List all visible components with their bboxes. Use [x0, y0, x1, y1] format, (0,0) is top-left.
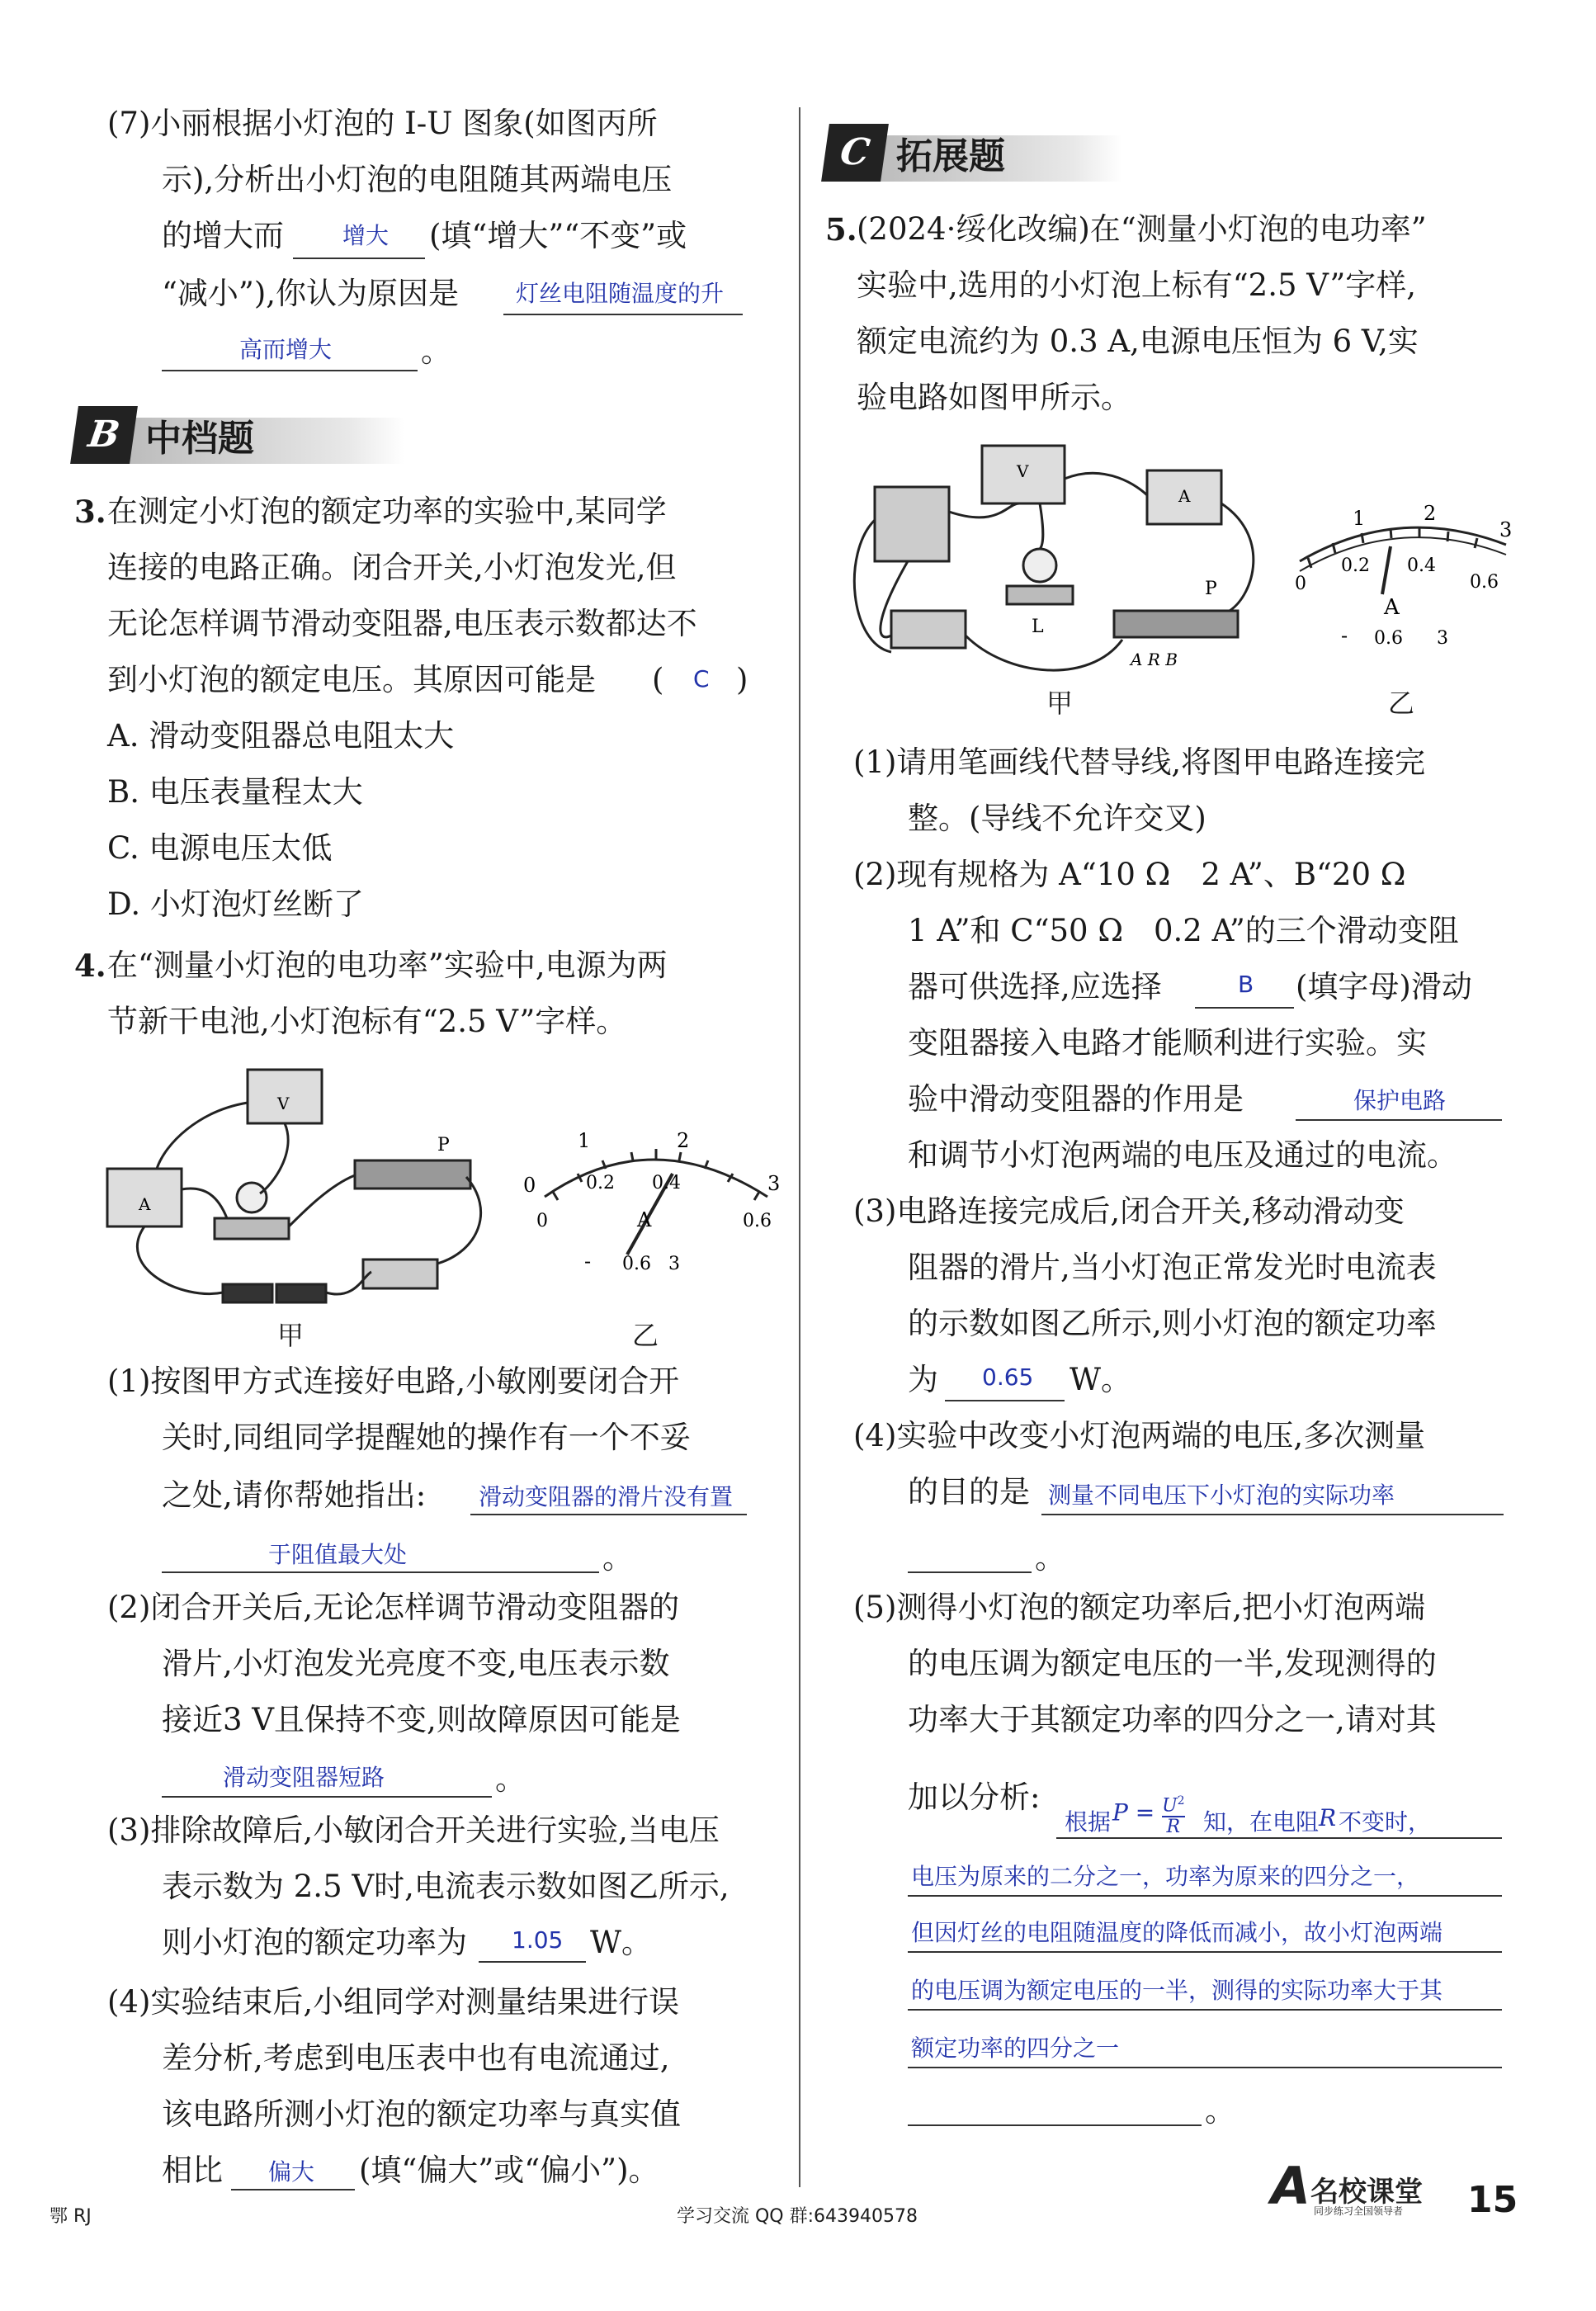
q3-paren-open: (	[652, 662, 664, 697]
q5-number: 5.	[825, 211, 857, 248]
q3-option-b: B. 电压表量程太大	[107, 774, 363, 810]
ammeter-label: A	[139, 1194, 151, 1214]
q5-circuit-figure	[842, 429, 1271, 677]
blank-line	[162, 1796, 492, 1798]
q5-p2-line6: 和调节小灯泡两端的电压及通过的电流。	[908, 1137, 1457, 1173]
q5-p3-line3: 的示数如图乙所示,则小灯泡的额定功率	[908, 1306, 1437, 1341]
q5-p3-answer: 0.65	[982, 1363, 1034, 1391]
q5-fig-yi: 乙	[1388, 688, 1415, 719]
q5-p5-line2: 的电压调为额定电压的一半,发现测得的	[908, 1646, 1437, 1681]
q3-line3: 无论怎样调节滑动变阻器,电压表示数都达不	[107, 606, 697, 641]
blank-line	[162, 1571, 599, 1573]
voltmeter-label: V	[277, 1094, 290, 1113]
q4-number: 4.	[74, 948, 106, 984]
q5-p5-answer-2: 电压为原来的二分之一，功率为原来的四分之一，	[911, 1863, 1420, 1890]
rheostat-terminals: A R B	[1131, 650, 1178, 669]
q5-p1-line1: (1)请用笔画线代替导线,将图甲电路连接完	[853, 744, 1426, 780]
period: 。	[602, 1540, 633, 1576]
q7-line2: 示),分析出小灯泡的电阻随其两端电压	[162, 162, 673, 197]
brand-slogan: 同步练习全国领导者	[1314, 2205, 1404, 2217]
blank-line	[1041, 1514, 1504, 1515]
terminal-3: 3	[1437, 628, 1448, 649]
q4-line1: 在“测量小灯泡的电功率”实验中,电源为两	[107, 948, 668, 983]
q5-p3-line2: 阻器的滑片,当小灯泡正常发光时电流表	[908, 1250, 1437, 1285]
period: 。	[495, 1761, 526, 1797]
q7-line1: (7)小丽根据小灯泡的 I-U 图象(如图丙所	[107, 106, 658, 141]
q5-p4-line1: (4)实验中改变小灯泡两端的电压,多次测量	[853, 1418, 1426, 1453]
q5-p2-answer: B	[1238, 971, 1254, 998]
q4-p4-line1: (4)实验结束后,小组同学对测量结果进行误	[107, 1984, 680, 2020]
q5-p2-line5: 验中滑动变阻器的作用是	[908, 1081, 1244, 1117]
dial-inner-0.4: 0.4	[1407, 555, 1436, 576]
blank-line	[908, 2067, 1502, 2068]
q4-p3-line1: (3)排除故障后,小敏闭合开关进行实验,当电压	[107, 1812, 720, 1848]
q4-p1-line2: 关时,同组同学提醒她的操作有一个不妥	[162, 1420, 691, 1455]
q5-p2-line1: (2)现有规格为 A“10 Ω 2 A”、B“20 Ω	[853, 857, 1406, 892]
q7-answer2b: 高而增大	[239, 336, 333, 363]
q5-p5-line3: 功率大于其额定功率的四分之一,请对其	[908, 1702, 1437, 1737]
q3-number: 3.	[74, 494, 106, 530]
q5-p2-answer2: 保护电路	[1353, 1087, 1447, 1114]
terminal-minus: -	[584, 1250, 592, 1273]
blank-line	[162, 370, 418, 371]
q3-line1: 在测定小灯泡的额定功率的实验中,某同学	[107, 494, 667, 529]
q5-p3-line4a: 为	[908, 1362, 938, 1397]
q5-p5-answer-1d: 不变时，	[1339, 1808, 1432, 1836]
q5-ammeter-dial	[1283, 495, 1531, 660]
q5-p2-line3a: 器可供选择,应选择	[908, 969, 1162, 1004]
terminal-minus: -	[1341, 624, 1348, 647]
blank-line	[1056, 1837, 1502, 1839]
section-b-header	[74, 406, 404, 464]
q5-p5-answer-1b: 知，在电阻	[1203, 1808, 1320, 1836]
q3-option-d: D. 小灯泡灯丝断了	[107, 886, 364, 922]
dial-inner-0.4: 0.4	[652, 1173, 681, 1193]
dial-top-1: 1	[578, 1129, 591, 1152]
q5-p5-answer-1c: R	[1319, 1804, 1337, 1831]
q4-p2-line3: 接近3 V且保持不变,则故障原因可能是	[162, 1702, 681, 1737]
q4-p2-line2: 滑片,小灯泡发光亮度不变,电压表示数	[162, 1646, 670, 1681]
section-title: 拓展题	[896, 135, 1005, 177]
q5-p4-line2: 的目的是	[908, 1474, 1030, 1510]
brand-name: 名校课堂	[1310, 2176, 1423, 2209]
q3-option-c: C. 电源电压太低	[107, 830, 333, 866]
dial-top-3: 3	[1499, 518, 1513, 541]
lamp-label: L	[1032, 617, 1044, 637]
dial-inner-0.6: 0.6	[1470, 572, 1499, 593]
q7-line3b: (填“增大”“不变”或	[429, 218, 687, 253]
dial-top-1: 1	[1353, 507, 1366, 530]
brand-logo	[1271, 2156, 1452, 2219]
dial-inner-0.6: 0.6	[743, 1211, 772, 1231]
q7-line3a: 的增大而	[162, 218, 284, 253]
blank-line	[470, 1514, 747, 1515]
q4-circuit-figure	[83, 1053, 512, 1317]
dial-top-3: 3	[767, 1172, 781, 1195]
q5-p4-answer: 测量不同电压下小灯泡的实际功率	[1048, 1482, 1395, 1509]
q4-p3-line2: 表示数为 2.5 V时,电流表示数如图乙所示,	[162, 1869, 730, 1904]
q5-p3-line4b: W。	[1070, 1362, 1132, 1397]
blank-line	[479, 1961, 586, 1963]
blank-line	[1195, 1007, 1294, 1009]
q5-p3-line1: (3)电路连接完成后,闭合开关,移动滑动变	[853, 1193, 1405, 1229]
blank-line	[945, 1400, 1065, 1401]
q5-p2-line3b: (填字母)滑动	[1296, 969, 1472, 1004]
q4-p2-answer: 滑动变阻器短路	[223, 1764, 385, 1791]
dial-unit: A	[637, 1208, 652, 1231]
blank-line	[908, 2124, 1202, 2126]
q7-end: 。	[421, 333, 451, 369]
blank-line	[908, 1951, 1502, 1953]
voltmeter-label: V	[1017, 461, 1029, 481]
q5-p2-line4: 变阻器接入电路才能顺利进行实验。实	[908, 1025, 1427, 1061]
q4-p4-line4b: (填“偏大”或“偏小”)。	[359, 2153, 659, 2188]
q4-p2-line1: (2)闭合开关后,无论怎样调节滑动变阻器的	[107, 1590, 680, 1625]
q5-p1-line2: 整。(导线不允许交叉)	[908, 801, 1206, 836]
q4-p3-unit: W。	[590, 1925, 653, 1960]
q4-ammeter-dial	[520, 1122, 792, 1304]
blank-line	[1296, 1119, 1502, 1121]
formula-p-equals-u2-over-r: P = $\frac{U^2}{R}$	[1112, 1791, 1185, 1837]
q5-p5-answer-3: 但因灯丝的电阻随温度的降低而减小，故小灯泡两端	[911, 1919, 1443, 1946]
q4-p4-line2: 差分析,考虑到电压表中也有电流通过,	[162, 2040, 670, 2076]
q4-line2: 节新干电池,小灯泡标有“2.5 V”字样。	[107, 1004, 627, 1039]
q7-line4a: “减小”),你认为原因是	[162, 276, 460, 311]
q4-fig-yi: 乙	[632, 1320, 659, 1351]
q5-p5-answer-lead: 根据	[1065, 1808, 1112, 1836]
q5-p5-line4: 加以分析:	[908, 1779, 1041, 1815]
q3-line4: 到小灯泡的额定电压。其原因可能是	[107, 662, 596, 697]
q4-p1-line1: (1)按图甲方式连接好电路,小敏刚要闭合开	[107, 1363, 680, 1399]
brand-a-icon: A	[1271, 2156, 1310, 2216]
section-title: 中档题	[145, 418, 254, 460]
q5-p5-line1: (5)测得小灯泡的额定功率后,把小灯泡两端	[853, 1590, 1426, 1625]
dial-unit: A	[1384, 595, 1400, 620]
blank-line	[293, 258, 425, 259]
q5-p5-answer-5: 额定功率的四分之一	[911, 2035, 1120, 2062]
dial-inner-0.2: 0.2	[586, 1173, 615, 1193]
q3-option-a: A. 滑动变阻器总电阻太大	[107, 718, 455, 754]
blank-line	[908, 1895, 1502, 1897]
footer-edition: 鄂 RJ	[50, 2206, 92, 2227]
section-badge: C	[821, 124, 889, 182]
blank-line	[908, 2009, 1502, 2011]
q5-p5-end: 。	[1205, 2093, 1235, 2129]
blank-line	[908, 1571, 1032, 1573]
footer-qq-group: 学习交流 QQ 群:643940578	[677, 2206, 918, 2227]
q5-p2-line2: 1 A”和 C“50 Ω 0.2 A”的三个滑动变阻	[908, 913, 1459, 948]
terminal-0.6: 0.6	[622, 1254, 651, 1274]
dial-top-2: 2	[1424, 502, 1437, 525]
q5-p5-answer-4: 的电压调为额定电压的一半，测得的实际功率大于其	[911, 1977, 1443, 2004]
q4-p3-line3: 则小灯泡的额定功率为	[162, 1925, 467, 1960]
q7-answer1: 增大	[342, 222, 390, 249]
dial-zero: 0	[1295, 574, 1306, 594]
q5-p4-end: 。	[1035, 1540, 1065, 1576]
dial-top-0: 0	[523, 1174, 536, 1197]
q3-paren-close: )	[736, 662, 748, 697]
slider-label: P	[437, 1135, 450, 1156]
q3-answer: C	[693, 665, 710, 692]
blank-line	[503, 314, 743, 315]
blank-line	[231, 2189, 355, 2190]
q4-p4-line3: 该电路所测小灯泡的额定功率与真实值	[162, 2096, 681, 2132]
q4-p4-answer: 偏大	[268, 2158, 315, 2186]
q5-line1: (2024·绥化改编)在“测量小灯泡的电功率”	[857, 211, 1427, 247]
section-c-header	[825, 124, 1155, 182]
slider-label: P	[1205, 579, 1217, 599]
terminal-0.6: 0.6	[1374, 628, 1403, 649]
q5-line3: 额定电流约为 0.3 A,电源电压恒为 6 V,实	[857, 324, 1419, 359]
q5-line4: 验电路如图甲所示。	[857, 380, 1131, 415]
q7-answer2a: 灯丝电阻随温度的升	[516, 280, 725, 307]
dial-top-2: 2	[677, 1129, 690, 1152]
page-number: 15	[1467, 2179, 1518, 2221]
terminal-3: 3	[668, 1254, 680, 1274]
q3-line2: 连接的电路正确。闭合开关,小灯泡发光,但	[107, 550, 677, 585]
q4-p4-line4a: 相比	[162, 2153, 223, 2188]
q4-fig-jia: 甲	[277, 1320, 305, 1351]
q4-p1-line3: 之处,请你帮她指出:	[162, 1477, 427, 1513]
q5-fig-jia: 甲	[1046, 688, 1074, 719]
ammeter-label: A	[1178, 486, 1191, 506]
dial-inner-0.2: 0.2	[1341, 555, 1370, 576]
dial-zero: 0	[536, 1211, 548, 1231]
q4-p1-answer1: 滑动变阻器的滑片没有置	[479, 1483, 734, 1510]
q4-p3-answer: 1.05	[512, 1926, 564, 1954]
q5-line2: 实验中,选用的小灯泡上标有“2.5 V”字样,	[857, 267, 1417, 303]
section-badge: B	[70, 406, 138, 464]
column-divider	[799, 107, 800, 2187]
q4-p1-answer2: 于阻值最大处	[268, 1541, 408, 1568]
